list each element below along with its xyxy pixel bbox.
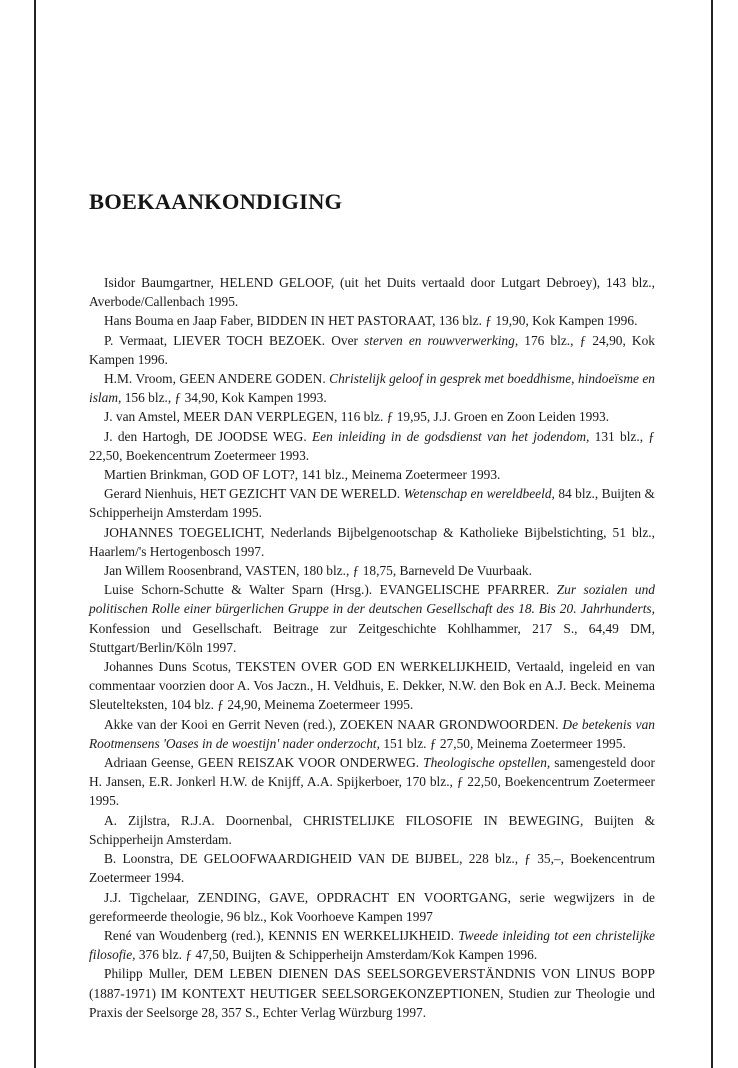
book-announcement-list [89, 273, 655, 1022]
book-entry: H.M. Vroom, GEEN ANDERE GODEN. Christelijk geloof in gesprek met boeddhisme, hindoeïsme en islam, 156 blz., ƒ 34,90, Kok Kampen 1993. [89, 371, 656, 406]
book-entry: JOHANNES TOEGELICHT, Nederlands Bijbelgenootschap & Katholieke Bijbelstichting, 51 blz., Haarlem/'s Hertogenbosch 1997. [89, 524, 655, 559]
book-entry: Gerard Nienhuis, HET GEZICHT VAN DE WERELD. Wetenschap en wereldbeeld, 84 blz., Buijten & Schipperheijn Amsterdam 1995. [89, 486, 655, 521]
book-entry: Luise Schorn-Schutte & Walter Sparn (Hrsg.). EVANGELISCHE PFARRER. Zur sozialen und politischen Rolle einer bürgerlichen Gruppe in der deutschen Gesellschaft des 18. Bis 20. Jahrhunderts, Konfession und Gesellschaft. Beitrage zur Zeitgeschichte Kohlhammer, 217 S., 64,49 DM, Stuttgart/Berlin/Köln 1997. [89, 582, 655, 655]
book-entry: P. Vermaat, LIEVER TOCH BEZOEK. Over sterven en rouwverwerking, 176 blz., ƒ 24,90, Kok Kampen 1996. [89, 332, 655, 367]
book-entry: René van Woudenberg (red.), KENNIS EN WERKELIJKHEID. Tweede inleiding tot een christelijke filosofie, 376 blz. ƒ 47,50, Buijten & Schipperheijn Amsterdam/Kok Kampen 1996. [89, 927, 655, 963]
book-entry: Martien Brinkman, GOD OF LOT?, 141 blz., Meinema Zoetermeer 1993. [104, 467, 501, 483]
book-entry: Johannes Duns Scotus, TEKSTEN OVER GOD EN WERKELIJKHEID, Vertaald, ingeleid en van commentaar voorzien door A. Vos Jaczn., H. Veldhuis, E. Dekker, N.W. den Bok en A.J. Beck. Meinema Sleutelteksten, 104 blz. ƒ 24,90, Meinema Zoetermeer 1995. [89, 659, 655, 713]
scan-edge-left [34, 0, 36, 1068]
book-entry: Adriaan Geense, GEEN REISZAK VOOR ONDERWEG. Theologische opstellen, samengesteld door H. Jansen, E.R. Jonkerl H.W. de Knijff, A.A. Spijkerboer, 170 blz., ƒ 22,50, Boekencentrum Zoetermeer 1995. [89, 755, 656, 809]
book-entry: J. van Amstel, MEER DAN VERPLEGEN, 116 blz. ƒ 19,95, J.J. Groen en Zoon Leiden 1993. [104, 409, 610, 425]
scan-edge-right [711, 0, 713, 1068]
book-entry: Philipp Muller, DEM LEBEN DIENEN DAS SEELSORGEVERSTÄNDNIS VON LINUS BOPP (1887-1971) IM KONTEXT HEUTIGER SEELSORGEKONZEPTIONEN, Studien zur Theologie und Praxis der Seelsorge 28, 357 S., Echter Verlag Würzburg 1997. [89, 966, 655, 1020]
book-entry: J. den Hartogh, DE JOODSE WEG. Een inleiding in de godsdienst van het jodendom, 131 blz., ƒ 22,50, Boekencentrum Zoetermeer 1993. [89, 428, 655, 463]
book-entry: Jan Willem Roosenbrand, VASTEN, 180 blz., ƒ 18,75, Barneveld De Vuurbaak. [104, 563, 532, 579]
book-entry: A. Zijlstra, R.J.A. Doornenbal, CHRISTELIJKE FILOSOFIE IN BEWEGING, Buijten & Schipperheijn Amsterdam. [89, 812, 655, 847]
page-title: BOEKAANKONDIGING [89, 189, 343, 214]
book-entry: Hans Bouma en Jaap Faber, BIDDEN IN HET PASTORAAT, 136 blz. ƒ 19,90, Kok Kampen 1996. [104, 313, 638, 329]
book-entry: J.J. Tigchelaar, ZENDING, GAVE, OPDRACHT EN VOORTGANG, serie wegwijzers in de gereformeerde theologie, 96 blz., Kok Voorhoeve Kampen 1997 [89, 889, 655, 924]
book-entry: Akke van der Kooi en Gerrit Neven (red.), ZOEKEN NAAR GRONDWOORDEN. De betekenis van Rootmensens 'Oases in de woestijn' nader onderzocht, 151 blz. ƒ 27,50, Meinema Zoetermeer 1995. [89, 716, 655, 751]
book-entry: Isidor Baumgartner, HELEND GELOOF, (uit het Duits vertaald door Lutgart Debroey), 143 blz., Averbode/Callenbach 1995. [89, 275, 655, 310]
book-entry: B. Loonstra, DE GELOOFWAARDIGHEID VAN DE BIJBEL, 228 blz., ƒ 35,–, Boekencentrum Zoetermeer 1994. [89, 851, 655, 886]
